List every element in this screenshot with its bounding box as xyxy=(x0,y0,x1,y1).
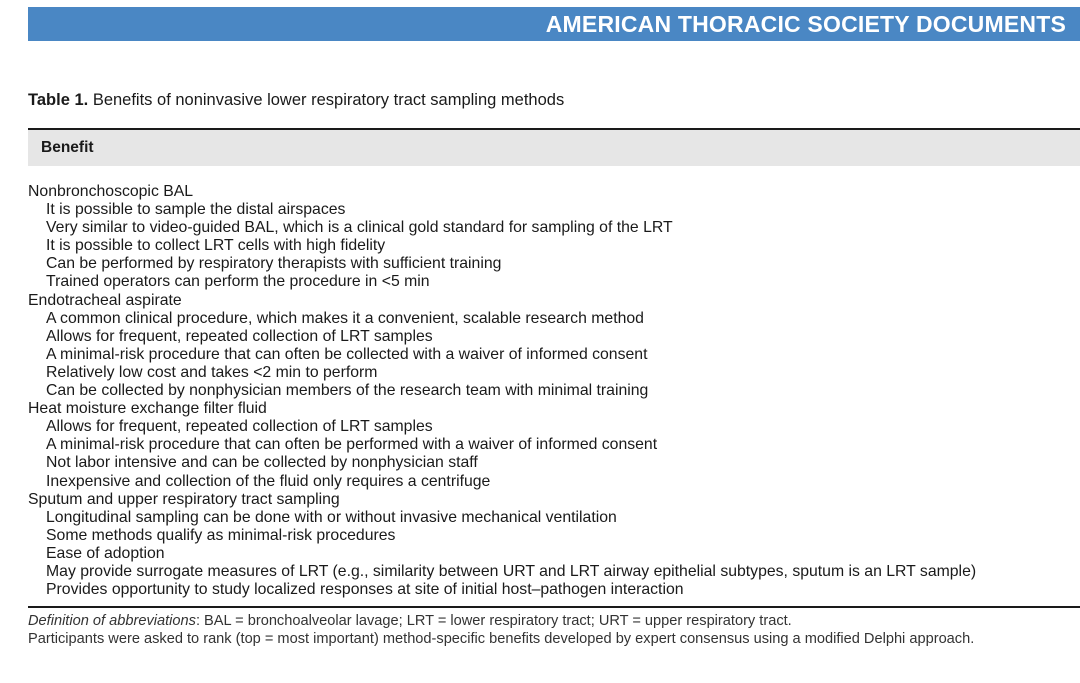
method-footnote: Participants were asked to rank (top = most important) method-specific benefits developed by expert consensus using a modified Delphi approach. xyxy=(28,630,975,647)
benefit-item: Allows for frequent, repeated collection of LRT samples xyxy=(46,327,433,345)
benefit-item: Can be performed by respiratory therapists with sufficient training xyxy=(46,255,502,273)
benefit-item: Very similar to video-guided BAL, which is a clinical gold standard for sampling of the LRT xyxy=(46,219,673,237)
table-label: Table 1. xyxy=(28,91,89,109)
benefit-item: A common clinical procedure, which makes it a convenient, scalable research method xyxy=(46,309,644,327)
benefit-item: Relatively low cost and takes <2 min to perform xyxy=(46,363,378,381)
abbreviations-label: Definition of abbreviations xyxy=(28,613,196,629)
banner-title: AMERICAN THORACIC SOCIETY DOCUMENTS xyxy=(545,11,1066,37)
benefit-item: Provides opportunity to study localized responses at site of initial host–pathogen interaction xyxy=(46,581,684,599)
benefit-item: Longitudinal sampling can be done with or without invasive mechanical ventilation xyxy=(46,508,617,526)
group-heading: Heat moisture exchange filter fluid xyxy=(28,400,267,418)
column-header-benefit: Benefit xyxy=(28,130,1080,166)
abbreviations-footnote xyxy=(28,613,1068,631)
table-caption xyxy=(28,89,564,111)
benefit-item: A minimal-risk procedure that can often be performed with a waiver of informed consent xyxy=(46,436,658,454)
benefit-item: May provide surrogate measures of LRT (e.g., similarity between URT and LRT airway epithelial subtypes, sputum is an LRT sample) xyxy=(46,562,977,580)
benefit-item: It is possible to collect LRT cells with high fidelity xyxy=(46,237,386,255)
group-heading: Endotracheal aspirate xyxy=(28,291,182,309)
benefit-list xyxy=(28,183,1080,599)
table-title: Benefits of noninvasive lower respiratory tract sampling methods xyxy=(92,91,565,109)
group-heading: Sputum and upper respiratory tract sampling xyxy=(28,490,340,508)
benefit-item: It is possible to sample the distal airspaces xyxy=(46,201,346,219)
benefit-item: Not labor intensive and can be collected by nonphysician staff xyxy=(46,454,478,472)
benefit-item: Can be collected by nonphysician members of the research team with minimal training xyxy=(46,382,649,400)
benefit-item: Inexpensive and collection of the fluid only requires a centrifuge xyxy=(46,472,491,490)
journal-banner xyxy=(28,7,1080,41)
abbreviations-text: : BAL = bronchoalveolar lavage; LRT = lower respiratory tract; URT = upper respiratory tract. xyxy=(195,613,792,629)
benefit-item: Some methods qualify as minimal-risk procedures xyxy=(46,526,396,544)
table-footnotes xyxy=(28,613,1068,648)
benefit-item: Ease of adoption xyxy=(46,544,165,562)
benefit-item: A minimal-risk procedure that can often be collected with a waiver of informed consent xyxy=(46,345,648,363)
group-heading: Nonbronchoscopic BAL xyxy=(28,183,194,200)
table-bottom-rule xyxy=(28,606,1080,608)
benefit-item: Allows for frequent, repeated collection of LRT samples xyxy=(46,418,433,436)
benefit-item: Trained operators can perform the procedure in <5 min xyxy=(46,273,430,291)
